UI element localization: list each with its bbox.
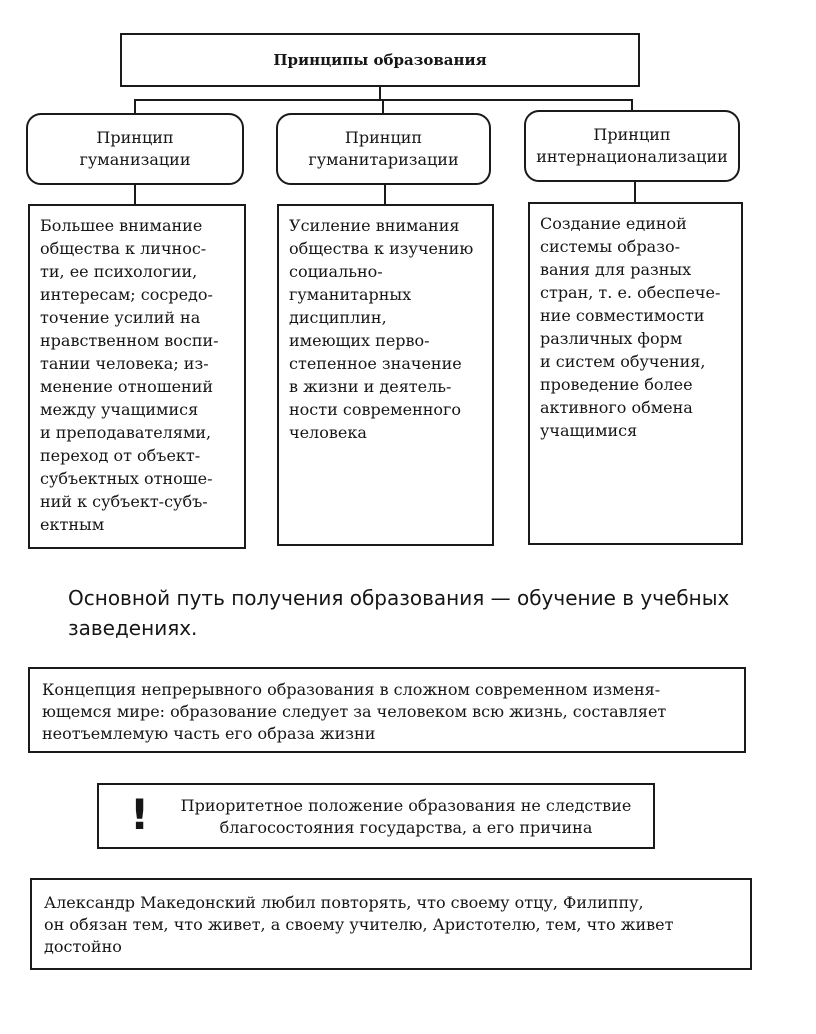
quote-note-line: он обязан тем, что живет, а своему учителю, Аристотелю, тем, что живет	[44, 915, 674, 934]
description-line: различных форм	[540, 329, 683, 348]
description-line: Усиление внимания	[289, 216, 460, 235]
description-line: имеющих перво-	[289, 331, 430, 350]
description-line: общества к личнос-	[40, 239, 207, 258]
description-line: учащимися	[540, 421, 638, 440]
principle-header-label: Принцип	[96, 128, 174, 147]
principle-header-label: Принцип	[344, 128, 423, 147]
description-line: интересам; сосредо-	[40, 285, 213, 304]
description-line: Большее внимание	[40, 216, 203, 235]
concept-note-line: ющемся мире: образование следует за человеком всю жизнь, составляет	[42, 702, 667, 721]
description-line: активного обмена	[540, 398, 693, 417]
connector-middle	[382, 99, 384, 114]
description-line: между учащимися	[40, 400, 199, 419]
description-line: ти, ее психологии,	[40, 262, 198, 281]
description-line: ности современного	[289, 400, 462, 419]
principle-header-humanization	[26, 113, 244, 185]
description-line: ектным	[40, 515, 105, 534]
description-line: точение усилий на	[40, 308, 201, 327]
principle-header-label: Принцип	[593, 125, 671, 144]
connector-pill-2	[384, 185, 386, 204]
principle-header-name: интернационализации	[536, 147, 728, 166]
quote-note-line: Александр Македонский любил повторять, что своему отцу, Филиппу,	[44, 893, 644, 912]
description-line: в жизни и деятель-	[289, 377, 452, 396]
principle-description-humanitarization	[277, 204, 494, 546]
principle-header-internationalization	[524, 110, 740, 182]
concept-note-box	[28, 667, 746, 753]
description-line: ний к субъект-субъ-	[40, 492, 208, 511]
description-line: ние совместимости	[540, 306, 705, 325]
principle-header-name: гуманитаризации	[308, 150, 459, 169]
description-line: системы образо-	[540, 237, 680, 256]
description-line: человека	[289, 423, 367, 442]
principle-header-humanitarization	[276, 113, 491, 185]
connector-pill-1	[134, 185, 136, 204]
description-line: Создание единой	[540, 214, 687, 233]
description-line: гуманитарных	[289, 285, 412, 304]
priority-note-line: Приоритетное положение образования не следствие	[180, 796, 632, 815]
description-line: менение отношений	[40, 377, 214, 396]
exclamation-icon: !	[130, 790, 150, 839]
diagram-title-box	[120, 33, 640, 87]
description-line: вания для разных	[540, 260, 692, 279]
concept-note-line: Концепция непрерывного образования в сложном современном изменя-	[42, 680, 661, 699]
description-line: степенное значение	[289, 354, 462, 373]
description-line: дисциплин,	[289, 308, 387, 327]
main-statement: Основной путь получения образования — обучение в учебных заведениях.	[68, 586, 730, 640]
description-line: и систем обучения,	[540, 352, 706, 371]
description-line: и преподавателями,	[40, 423, 212, 442]
description-line: стран, т. е. обеспече-	[540, 283, 721, 302]
principle-header-name: гуманизации	[79, 150, 191, 169]
principle-description-humanization	[28, 204, 246, 549]
description-line: переход от объект-	[40, 446, 201, 465]
principle-description-internationalization	[528, 202, 743, 545]
description-line: субъектных отноше-	[40, 469, 213, 488]
priority-note-line: благосостояния государства, а его причина	[219, 818, 593, 837]
diagram-title: Принципы образования	[273, 51, 487, 69]
connector-left	[134, 99, 136, 114]
description-line: проведение более	[540, 375, 693, 394]
description-line: нравственном воспи-	[40, 331, 219, 350]
quote-note-box	[30, 878, 752, 970]
quote-note-line: достойно	[44, 937, 122, 956]
description-line: социально-	[289, 262, 383, 281]
description-line: общества к изучению	[289, 239, 474, 258]
priority-note-box	[97, 783, 655, 849]
connector-pill-3	[634, 182, 636, 202]
concept-note-line: неотъемлемую часть его образа жизни	[42, 724, 376, 743]
description-line: тании человека; из-	[40, 354, 209, 373]
